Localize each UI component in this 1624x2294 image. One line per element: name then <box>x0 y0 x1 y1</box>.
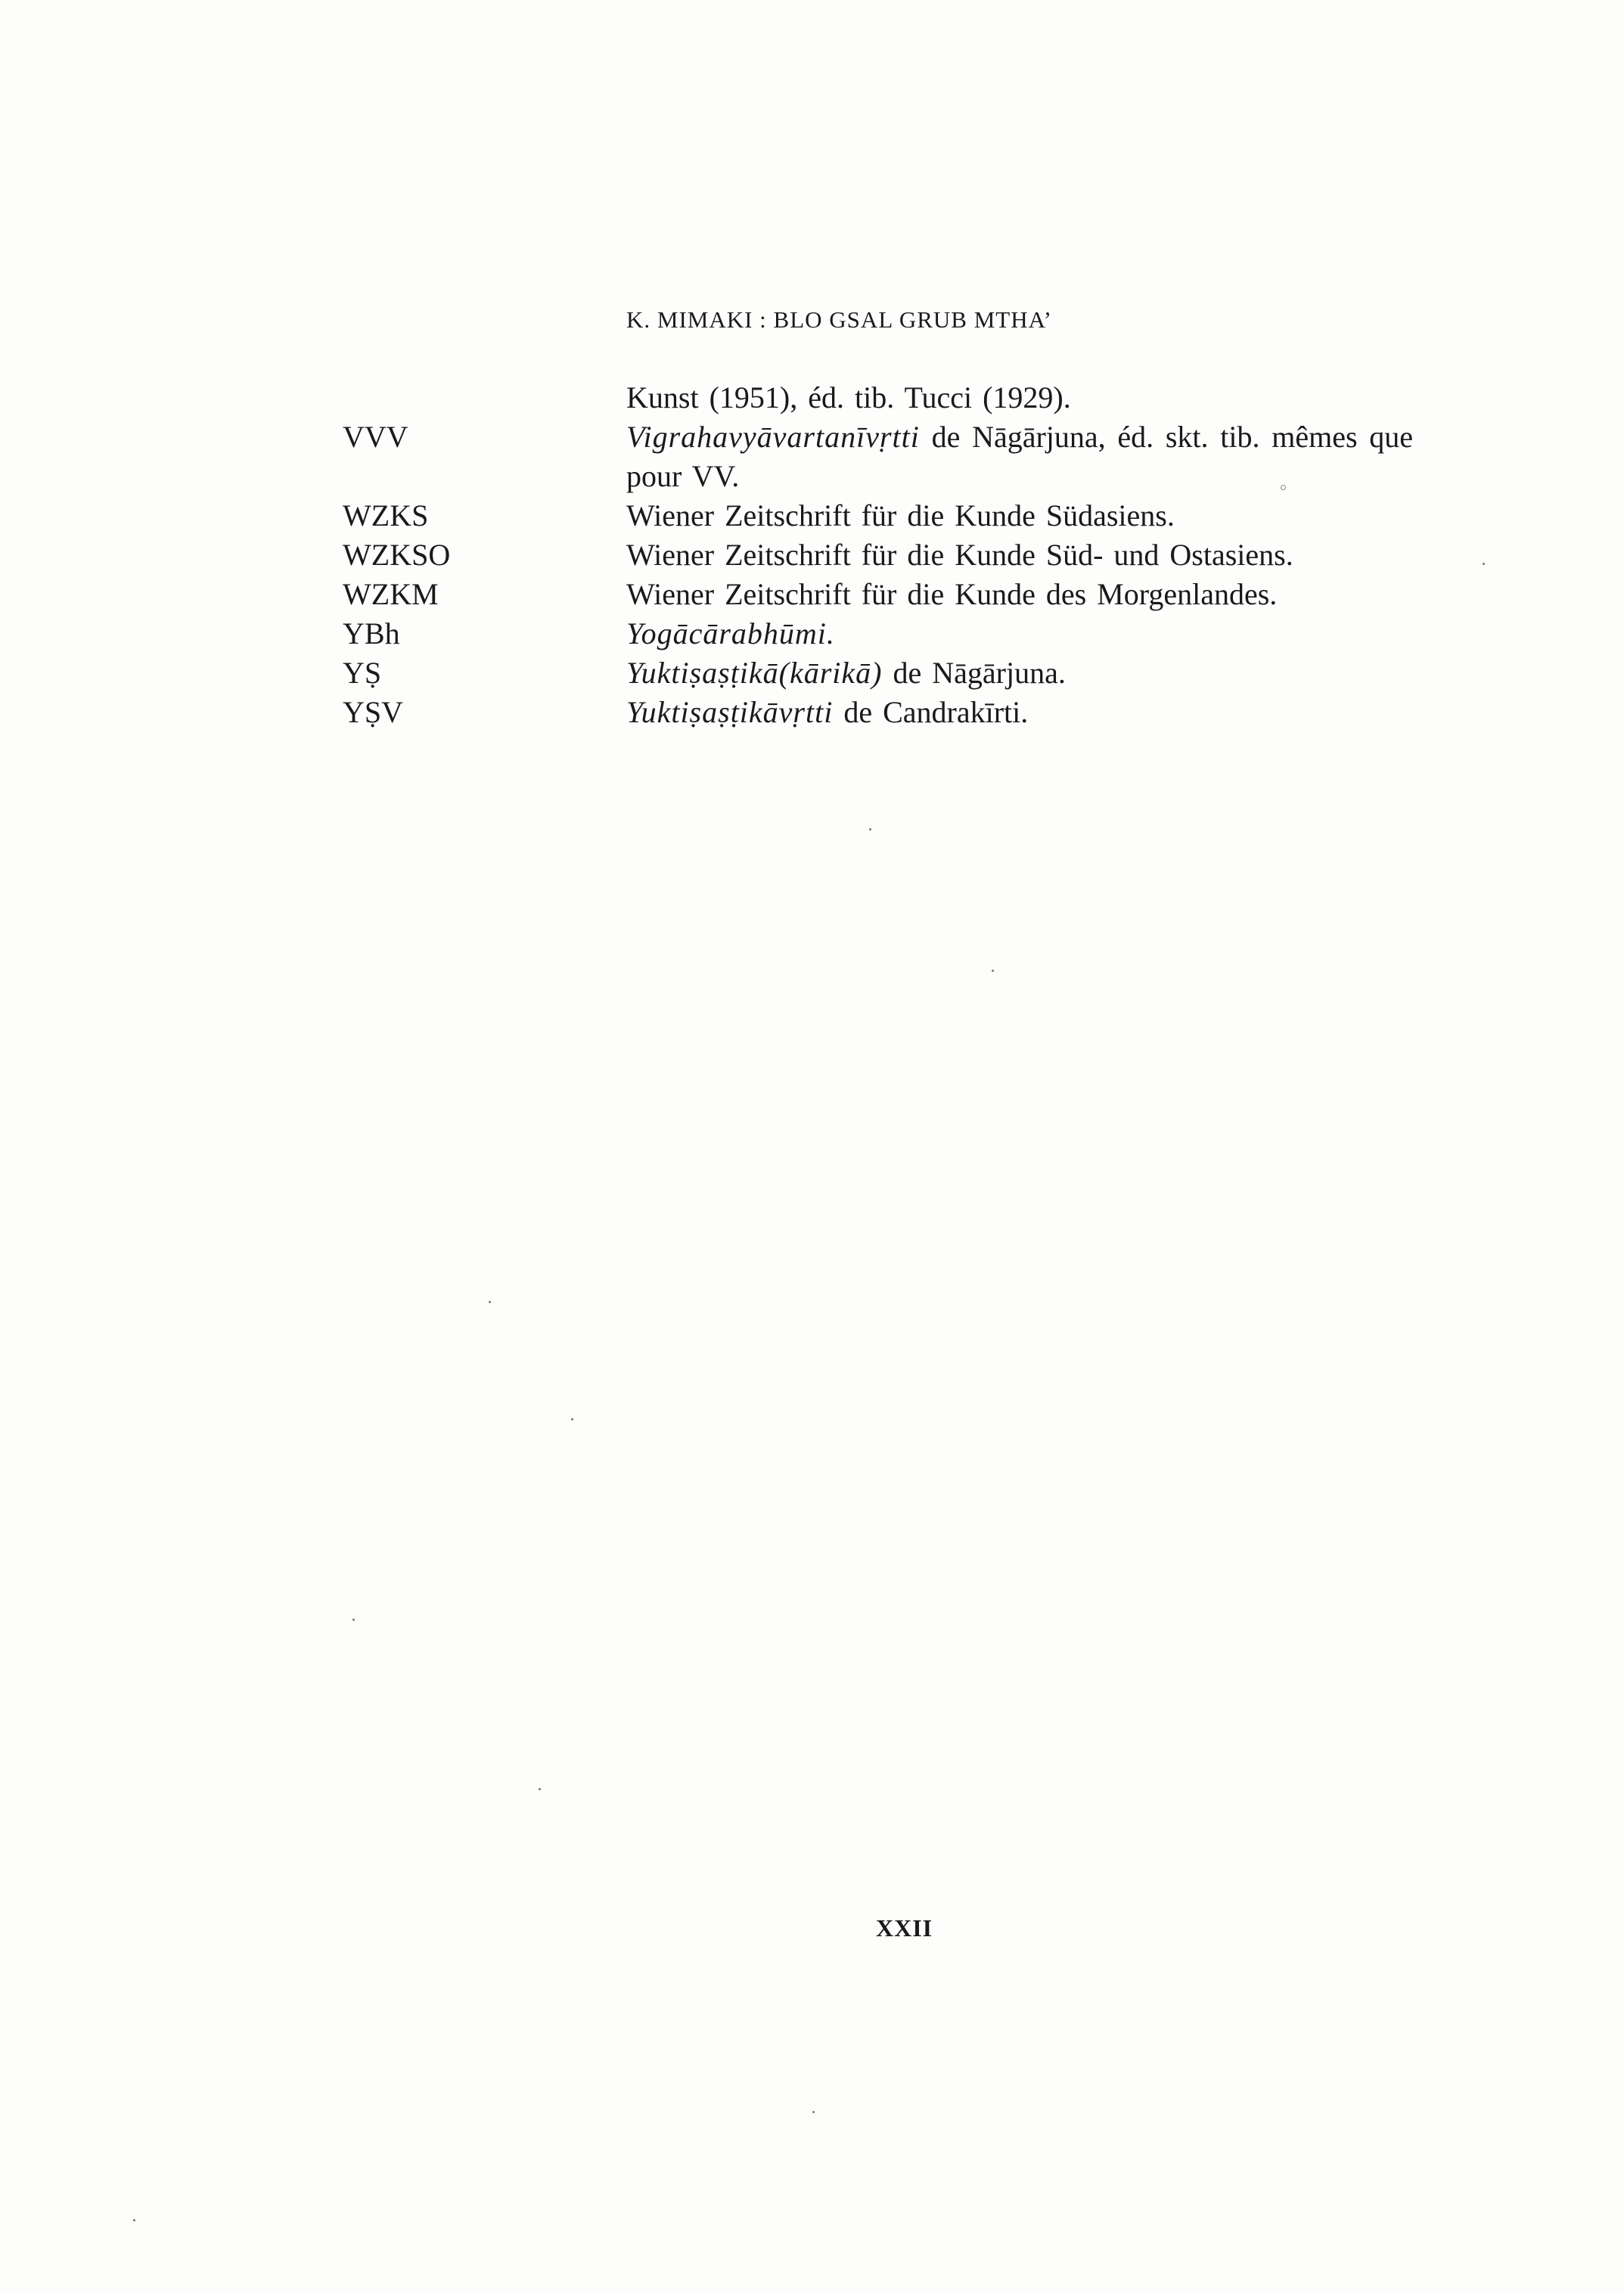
description-title: Yuktiṣaṣṭikāvṛtti <box>626 695 834 729</box>
scan-speck <box>133 2219 135 2221</box>
scan-speck <box>812 2111 815 2113</box>
scan-speck <box>869 828 871 830</box>
abbreviation-entry <box>0 378 1624 418</box>
scan-speck <box>992 970 994 972</box>
abbreviation-description <box>626 614 1413 653</box>
abbreviation: WZKS <box>343 498 429 532</box>
scan-speck <box>571 1418 573 1420</box>
abbreviation-entry <box>0 693 1624 732</box>
abbreviation: YṢV <box>343 695 404 729</box>
description-text: Kunst (1951), éd. tib. Tucci (1929). <box>626 380 1071 414</box>
page-number: XXII <box>876 1914 933 1942</box>
scan-speck <box>489 1301 491 1303</box>
abbreviation-description <box>626 575 1413 614</box>
abbreviation-description <box>626 535 1413 575</box>
abbreviation-entry <box>0 653 1624 693</box>
description-text: de Nāgārjuna, éd. skt. tib. mêmes que pour VV. <box>626 420 1413 493</box>
abbreviation-entry <box>0 614 1624 653</box>
abbreviation-entry <box>0 535 1624 575</box>
description-title: Yogācārabhūmi. <box>626 616 835 650</box>
description-text: Wiener Zeitschrift für die Kunde Südasiens. <box>626 498 1175 532</box>
abbreviation-entry <box>0 496 1624 535</box>
description-text: de Nāgārjuna. <box>882 656 1066 690</box>
description-text: de Candrakīrti. <box>833 695 1029 729</box>
scan-speck <box>352 1619 355 1621</box>
abbreviation: WZKM <box>343 577 439 611</box>
scan-speck <box>539 1788 541 1790</box>
abbreviation: VVV <box>343 420 408 454</box>
scan-speck <box>1281 485 1286 490</box>
abbreviation-description <box>626 418 1413 496</box>
abbreviation-description <box>626 496 1413 535</box>
running-header: K. MIMAKI : BLO GSAL GRUB MTHA’ <box>626 306 1052 333</box>
scan-speck <box>1483 563 1485 565</box>
description-text: Wiener Zeitschrift für die Kunde des Morgenlandes. <box>626 577 1278 611</box>
abbreviation-description <box>626 378 1413 418</box>
abbreviation-entry <box>0 418 1624 496</box>
abbreviation: WZKSO <box>343 538 451 572</box>
abbreviation-entry <box>0 575 1624 614</box>
abbreviation-description <box>626 653 1413 693</box>
abbreviation-list <box>0 378 1624 732</box>
description-text: Wiener Zeitschrift für die Kunde Süd- und Ostasiens. <box>626 538 1293 572</box>
description-title: Yuktiṣaṣṭikā(kārikā) <box>626 656 883 690</box>
abbreviation-description <box>626 693 1413 732</box>
abbreviation: YBh <box>343 616 400 650</box>
abbreviation: YṢ <box>343 656 382 690</box>
description-title: Vigrahavyāvartanīvṛtti <box>626 420 920 454</box>
